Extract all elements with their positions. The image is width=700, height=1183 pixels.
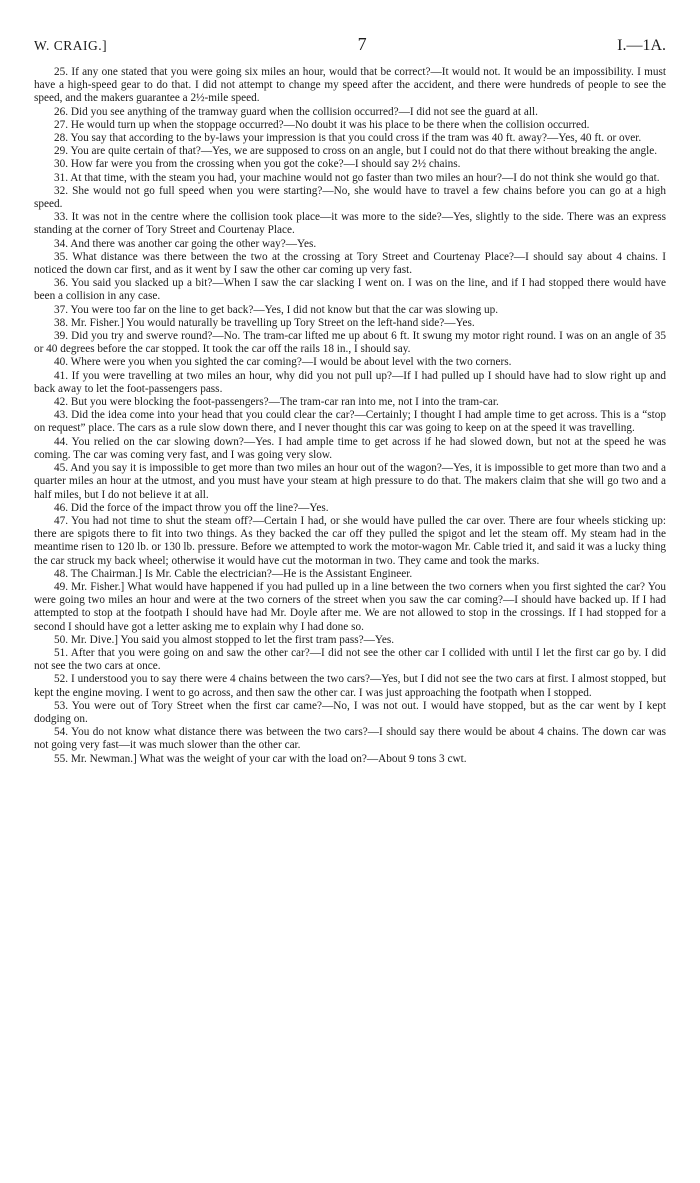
testimony-body <box>34 66 666 766</box>
document-reference: I.—1A. <box>617 37 666 54</box>
testimony-paragraph: 54. You do not know what distance there was between the two cars?—I should say there would be about 4 chains. The down car was not going very fast—it was much slower than the other car. <box>34 726 666 752</box>
testimony-paragraph: 41. If you were travelling at two miles an hour, why did you not pull up?—If I had pulled up I should have had to slow right up and back away to let the foot-passengers pass. <box>34 369 666 395</box>
testimony-paragraph: 39. Did you try and swerve round?—No. The tram-car lifted me up about 6 ft. It swung my motor right round. I was on an angle of 35 or 40 degrees before the car stopped. It took the car off the rails 18 in., I should say. <box>34 330 666 356</box>
testimony-paragraph: 53. You were out of Tory Street when the first car came?—No, I was not out. I would have stopped, but as the car went by I kept dodging on. <box>34 699 666 725</box>
page-header <box>34 34 666 62</box>
testimony-paragraph: 47. You had not time to shut the steam off?—Certain I had, or she would have pulled the car over. There are four wheels sticking up: there are spigots there to fit into two things. As they backed the car off they pulled the spigot and let the steam off. My steam had in the meantime risen to 120 lb. or 130 lb. pressure. Before we attempted to work the motor-wagon Mr. Cable tried it, and said it was a lucky thing the car struck my back wheel; otherwise it would have cut the motorman in two. They came and took the marks. <box>34 514 666 567</box>
testimony-paragraph: 55. Mr. Newman.] What was the weight of your car with the load on?—About 9 tons 3 cwt. <box>54 752 467 765</box>
testimony-paragraph: 48. The Chairman.] Is Mr. Cable the electrician?—He is the Assistant Engineer. <box>54 567 413 580</box>
testimony-paragraph: 35. What distance was there between the two at the crossing at Tory Street and Courtenay Place?—I should say about 4 chains. I noticed the down car first, and as it went by I saw the other car coming up very fast. <box>34 250 666 277</box>
testimony-paragraph: 30. How far were you from the crossing when you got the coke?—I should say 2½ chains. <box>54 158 461 171</box>
testimony-paragraph: 33. It was not in the centre where the collision took place—it was more to the side?—Yes, slightly to the side. There was an express standing at the corner of Tory Street and Courtenay Place. <box>34 211 666 237</box>
testimony-paragraph: 32. She would not go full speed when you were starting?—No, she would have to travel a few chains before you can go at a high speed. <box>34 184 666 211</box>
testimony-paragraph: 37. You were too far on the line to get back?—Yes, I did not know but that the car was slowing up. <box>54 303 499 316</box>
testimony-paragraph: 45. And you say it is impossible to get more than two miles an hour out of the wagon?—Yes, it is impossible to get more than two and a quarter miles an hour at the utmost, and you must have your steam at high pressure to do that. The makers claim that she will go two and a half miles, but I do not believe it at all. <box>34 462 666 501</box>
testimony-paragraph: 36. You said you slacked up a bit?—When I saw the car slacking I went on. I was on the line, and if I had stopped there would have been a collision in any case. <box>34 277 666 303</box>
testimony-paragraph: 27. He would turn up when the stoppage occurred?—No doubt it was his place to be there when the collision occurred. <box>54 118 590 131</box>
testimony-paragraph: 25. If any one stated that you were going six miles an hour, would that be correct?—It would not. It would be an impossibility. I must have a high-speed gear to do that. I did not attempt to change my speed after the accident, and there were hundreds of people to see the speed, and the makers guarantee a 2½-mile speed. <box>34 66 666 105</box>
testimony-paragraph: 38. Mr. Fisher.] You would naturally be travelling up Tory Street on the left-hand side?—Yes. <box>54 316 475 329</box>
testimony-paragraph: 43. Did the idea come into your head that you could clear the car?—Certainly; I thought I had ample time to get across. This is a “stop on request” place. The cars as a rule slow down there, and I never thought this car was going to keep on at the speed it was travelling. <box>34 409 666 435</box>
testimony-paragraph: 51. After that you were going on and saw the other car?—I did not see the other car I collided with until I let the first car go by. I did not see the two cars at once. <box>34 646 666 673</box>
testimony-paragraph: 42. But you were blocking the foot-passengers?—The tram-car ran into me, not I into the tram-car. <box>54 396 499 409</box>
testimony-paragraph: 46. Did the force of the impact throw you off the line?—Yes. <box>54 501 329 514</box>
testimony-paragraph: 31. At that time, with the steam you had, your machine would not go faster than two miles an hour?—I do not think she would go that. <box>54 171 660 184</box>
testimony-paragraph: 26. Did you see anything of the tramway guard when the collision occurred?—I did not see the guard at all. <box>54 105 538 118</box>
testimony-paragraph: 44. You relied on the car slowing down?—Yes. I had ample time to get across if he had slowed down, but not at the speed he was coming. The car was coming very fast, and I was going very slow. <box>34 435 666 461</box>
testimony-paragraph: 28. You say that according to the by-laws your impression is that you could cross if the tram was 40 ft. away?—Yes, 40 ft. or over. <box>54 132 642 145</box>
testimony-paragraph: 52. I understood you to say there were 4 chains between the two cars?—Yes, but I did not see the two cars at first. I almost stopped, but kept the engine moving. I went to go across, and then saw the other car. I was just approaching the footpath when I stopped. <box>34 673 666 699</box>
testimony-paragraph: 49. Mr. Fisher.] What would have happened if you had pulled up in a line between the two corners when you first sighted the car? You were going two miles an hour and were at the two corners of the street when you saw the car coming?—I should have backed up. If I had attempted to stop at the footpath I should have had Mr. Doyle after me. We are not allowed to stop in the crossings. If I had stopped for a second I should have got a letter asking me to explain why I had done so. <box>34 580 666 633</box>
witness-name: W. CRAIG.] <box>34 38 108 53</box>
testimony-paragraph: 50. Mr. Dive.] You said you almost stopped to let the first tram pass?—Yes. <box>54 633 395 646</box>
testimony-paragraph: 29. You are quite certain of that?—Yes, we are supposed to cross on an angle, but I could not do that there without breaking the angle. <box>54 145 658 158</box>
page-number: 7 <box>357 34 367 54</box>
testimony-paragraph: 34. And there was another car going the other way?—Yes. <box>54 237 317 250</box>
testimony-paragraph: 40. Where were you when you sighted the car coming?—I would be about level with the two corners. <box>54 356 512 369</box>
